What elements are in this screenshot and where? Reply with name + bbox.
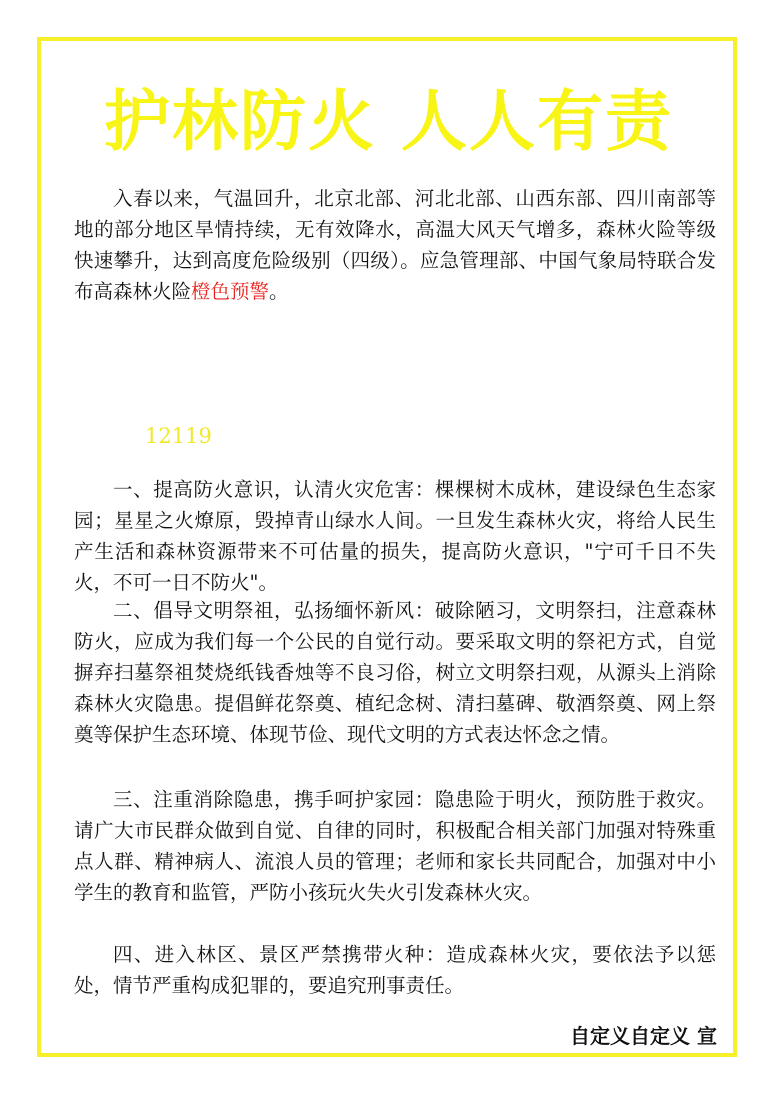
poster-title: 护林防火 人人有责 [104,82,673,160]
paragraph-1: 一、提高防火意识，认清火灾危害：棵棵树木成林，建设绿色生态家园；星星之火燎原，毁掉青山绿水人间。一旦发生森林火灾，将给人民生产生活和森林资源带来不可估量的损失，提高防火意识，"宁可千日不失火，不可一日不防火"。 [74,478,716,594]
orange-warning-text: 橙色预警 [191,280,270,303]
paragraph-4: 四、进入林区、景区严禁携带火种：造成森林火灾，要依法予以惩处，情节严重构成犯罪的，要追究刑事责任。 [74,943,716,997]
paragraph-2: 二、倡导文明祭祖，弘扬缅怀新风：破除陋习，文明祭扫，注意森林防火，应成为我们每一个公民的自觉行动。要采取文明的祭祀方式，自觉摒弃扫墓祭祖焚烧纸钱香烛等不良习俗，树立文明祭扫观，从源头上消除森林火灾隐患。提倡鲜花祭奠、植纪念树、清扫墓碑、敬酒祭奠、网上祭奠等保护生态环境、体现节俭、现代文明的方式表达怀念之情。 [74,599,716,746]
intro-text: 入春以来，气温回升，北京北部、河北北部、山西东部、四川南部等地的部分地区旱情持续，无有效降水，高温大风天气增多，森林火险等级快速攀升，达到高度危险级别（四级）。应急管理部、中国气象局特联合发布高森林火险 [74,187,716,303]
signature: 自定义自定义 宣 [570,1024,717,1048]
paragraph-3: 三、注重消除隐患，携手呵护家园：隐患险于明火，预防胜于救灾。请广大市民群众做到自觉、自律的同时，积极配合相关部门加强对特殊重点人群、精神病人、流浪人员的管理；老师和家长共同配合，加强对中小学生的教育和监管，严防小孩玩火失火引发森林火灾。 [74,788,716,904]
hotline-number: 12119 [145,424,212,448]
intro-paragraph [74,183,716,307]
intro-end: 。 [269,280,289,303]
